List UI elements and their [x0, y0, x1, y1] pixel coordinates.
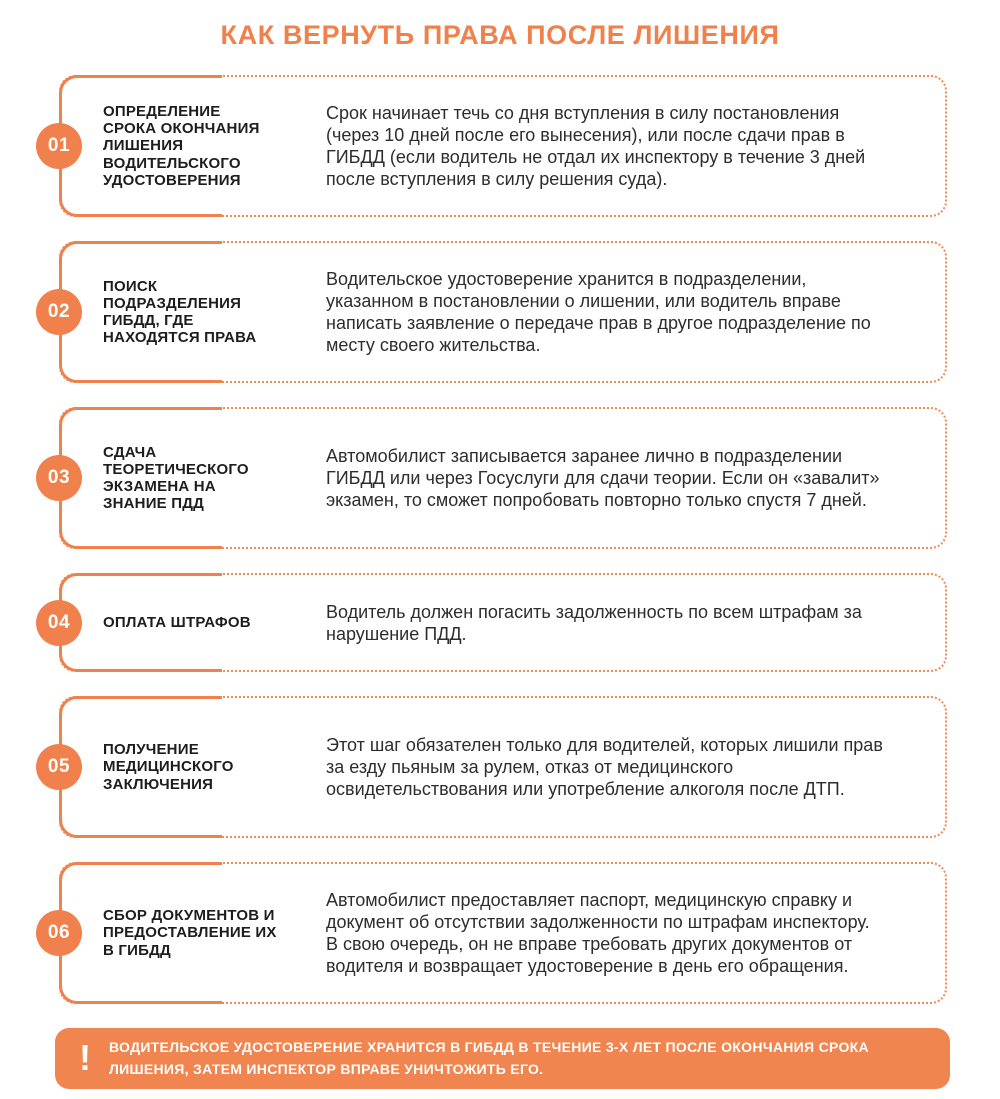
step-card-3: [47, 407, 947, 549]
step-description: Этот шаг обязателен только для водителей, которых лишили прав за езду пьяным за рулем, отказ от медицинского освидетельствования или употребление алкоголя после ДТП.: [326, 735, 883, 799]
step-card-2: [47, 241, 947, 383]
step-description: Водитель должен погасить задолженность по всем штрафам за нарушение ПДД.: [326, 601, 862, 644]
step-description: Срок начинает течь со дня вступления в силу постановления (через 10 дней после его вынесения), или после сдачи прав в ГИБДД (если водитель не отдал их инспектору в течение 3 дней после вступления в силу решения суда).: [326, 103, 866, 189]
step-number-badge: 03: [36, 455, 82, 501]
step-description: Водительское удостоверение хранится в подразделении, указанном в постановлении о лишении, или водитель вправе написать заявление о передаче прав в другое подразделение по месту своего жительства.: [326, 269, 871, 355]
step-number-badge: 02: [36, 289, 82, 335]
warning-note: [55, 1028, 950, 1089]
step-number-badge: 04: [36, 600, 82, 646]
step-description: Автомобилист записывается заранее лично в подразделении ГИБДД или через Госуслуги для сдачи теории. Если он «завалит» экзамен, то сможет попробовать повторно только спустя 7 дней.: [326, 446, 880, 510]
step-description: Автомобилист предоставляет паспорт, медицинскую справку и документ об отсутствии задолженности по штрафам инспектору. В свою очередь, он не вправе требовать других документов от водителя и возвращает удостоверение в день его обращения.: [326, 890, 870, 976]
exclamation-icon: !: [79, 1037, 91, 1079]
step-heading: СДАЧА ТЕОРЕТИЧЕСКОГО ЭКЗАМЕНА НА ЗНАНИЕ ПДД: [103, 443, 249, 513]
step-number-badge: 06: [36, 910, 82, 956]
step-card-6: [47, 862, 947, 1004]
step-card-5: [47, 696, 947, 838]
page-title: КАК ВЕРНУТЬ ПРАВА ПОСЛЕ ЛИШЕНИЯ: [220, 20, 780, 50]
step-heading: ОПРЕДЕЛЕНИЕ СРОКА ОКОНЧАНИЯ ЛИШЕНИЯ ВОДИТЕЛЬСКОГО УДОСТОВЕРЕНИЯ: [103, 102, 260, 189]
step-number-badge: 05: [36, 744, 82, 790]
step-card-4: [47, 573, 947, 672]
step-heading: ОПЛАТА ШТРАФОВ: [103, 613, 251, 631]
step-number-badge: 01: [36, 123, 82, 169]
step-card-1: [47, 75, 947, 217]
step-heading: ПОЛУЧЕНИЕ МЕДИЦИНСКОГО ЗАКЛЮЧЕНИЯ: [103, 741, 234, 793]
warning-note-text: ВОДИТЕЛЬСКОЕ УДОСТОВЕРЕНИЕ ХРАНИТСЯ В ГИБДД В ТЕЧЕНИЕ 3-Х ЛЕТ ПОСЛЕ ОКОНЧАНИЯ СРОКА ЛИШЕНИЯ, ЗАТЕМ ИНСПЕКТОР ВПРАВЕ УНИЧТОЖИТЬ ЕГО.: [109, 1039, 869, 1077]
steps-list: [47, 75, 947, 1004]
step-heading: СБОР ДОКУМЕНТОВ И ПРЕДОСТАВЛЕНИЕ ИХ В ГИБДД: [103, 907, 277, 959]
step-heading: ПОИСК ПОДРАЗДЕЛЕНИЯ ГИБДД, ГДЕ НАХОДЯТСЯ ПРАВА: [103, 277, 257, 347]
